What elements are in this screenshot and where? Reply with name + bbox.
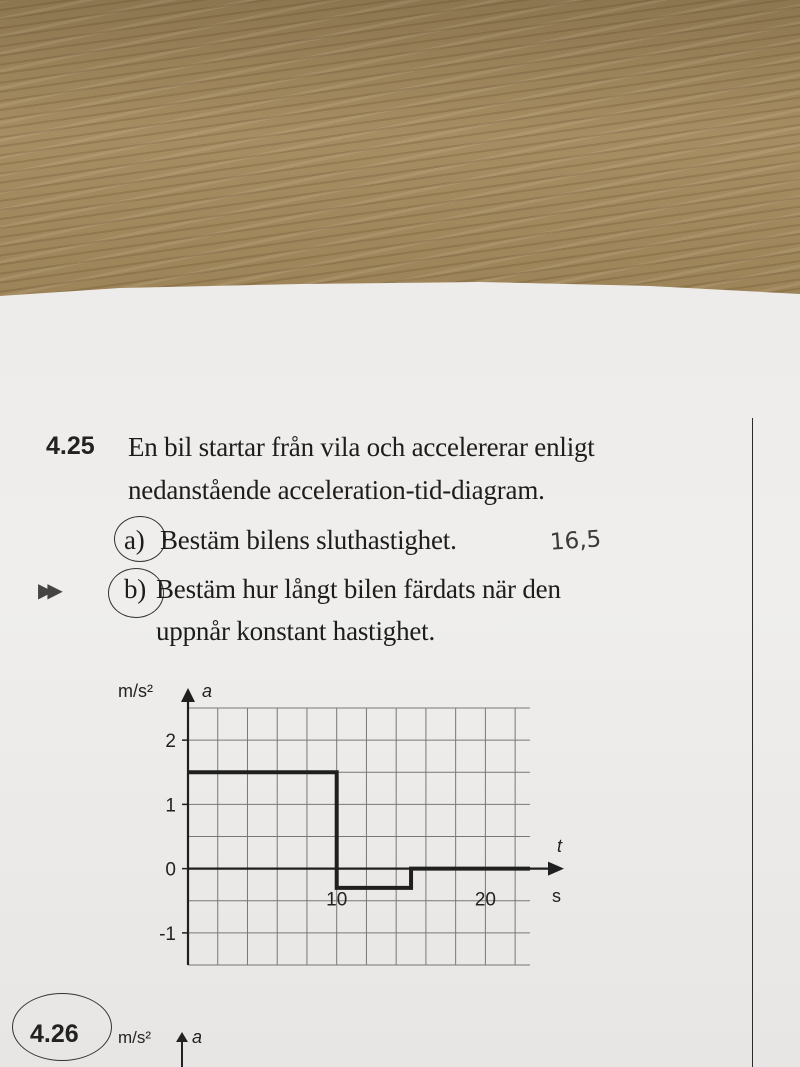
y-axis-arrowhead xyxy=(181,688,195,702)
y-tick-label: 0 xyxy=(165,859,176,881)
part-b-question-line-1: Bestäm hur långt bilen färdats när den xyxy=(156,574,561,604)
next-exercise-y-unit: m/s² xyxy=(118,1028,152,1047)
part-a-label: a) xyxy=(124,525,145,555)
up-arrow-icon xyxy=(174,1030,190,1067)
difficulty-marker-icon: ▶▶ xyxy=(38,580,57,602)
exercise-number: 4.25 xyxy=(46,432,95,460)
y-axis-symbol: a xyxy=(202,681,213,701)
chart-axes xyxy=(181,688,564,965)
handwritten-answer: 16,5 xyxy=(549,526,603,556)
part-b-question-line-2: uppnår konstant hastighet. xyxy=(156,616,435,646)
exercise-intro-line-1: En bil startar från vila och accelererar enligt xyxy=(128,432,595,462)
y-tick-label: 2 xyxy=(165,731,176,753)
part-b-label: b) xyxy=(124,574,147,604)
exercise-intro-line-2: nedanstående acceleration-tid-diagram. xyxy=(128,475,545,505)
next-exercise-y-symbol: a xyxy=(192,1027,203,1047)
x-axis-arrowhead xyxy=(548,862,564,876)
next-exercise-number: 4.26 xyxy=(30,1020,79,1048)
chart-grid xyxy=(188,708,530,965)
x-tick-label: 20 xyxy=(474,889,496,911)
x-tick-label: 10 xyxy=(326,889,348,911)
y-tick-label: -1 xyxy=(159,923,176,945)
x-axis-symbol: t xyxy=(557,836,563,856)
chart-ticks xyxy=(159,731,496,945)
acceleration-series-line xyxy=(188,772,530,888)
y-tick-label: 1 xyxy=(165,795,176,817)
y-axis-unit: m/s² xyxy=(118,681,153,701)
x-axis-unit: s xyxy=(552,886,561,906)
part-a-question: Bestäm bilens sluthastighet. xyxy=(160,525,457,555)
